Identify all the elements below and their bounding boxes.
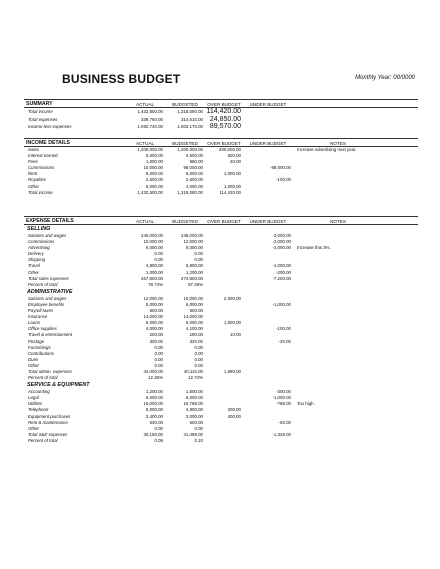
budgeted-value: 314,610.00 (181, 116, 203, 122)
summary-body (24, 108, 418, 131)
budgeted-value: 12,000.00 (183, 239, 203, 245)
summary-title: SUMMARY (26, 101, 53, 107)
actual-value: 78.74% (148, 281, 163, 287)
row-label: Rent (28, 171, 38, 177)
row-label: Payroll taxes (28, 308, 54, 314)
row-label: Advertising (28, 245, 50, 251)
col-under-budget: UNDER BUDGET (249, 102, 287, 107)
budgeted-value: 1,003,170.00 (177, 124, 203, 129)
notes-value (291, 375, 381, 381)
row-label: Total expenses (28, 116, 58, 122)
row-label: Sales (28, 147, 39, 152)
budgeted-value: 1,318,080.00 (177, 109, 203, 114)
actual-value: 0.00 (154, 350, 163, 356)
col-over-budget: OVER BUDGET (207, 219, 241, 224)
actual-value: 42,000.00 (143, 368, 163, 374)
actual-value: 10,000.00 (143, 165, 163, 171)
budgeted-value: 8,000.00 (185, 245, 203, 251)
actual-value: 5,000.00 (145, 183, 163, 189)
under-budget-value (241, 116, 291, 124)
budgeted-value: 5,800.00 (185, 263, 203, 269)
under-budget-value: -2,000.00 (272, 245, 291, 251)
row-label: Loans (28, 320, 40, 326)
actual-value: 2,500.00 (145, 177, 163, 183)
actual-value: 246,000.00 (141, 233, 163, 238)
over-budget-value: 500.00 (227, 153, 241, 159)
row-label: Insurance (28, 314, 48, 320)
table-row (24, 123, 418, 131)
row-label: Fees (28, 159, 38, 165)
expense-group-title: SERVICE & EQUIPMENT (27, 382, 90, 389)
budgeted-value: 8,000.00 (185, 171, 203, 177)
budgeted-value: 98,000.00 (183, 165, 203, 171)
budgeted-value: 40,110.00 (183, 368, 203, 374)
budgeted-value: 248,000.00 (181, 233, 203, 238)
over-budget-value: 24,850.00 (209, 115, 241, 123)
over-budget-value: 200,000.00 (219, 147, 241, 152)
budgeted-value: 15,788.00 (183, 401, 203, 407)
budgeted-value: 0.10 (194, 437, 203, 443)
budgeted-value: 0.00 (194, 362, 203, 368)
row-label: Royalties (28, 177, 47, 183)
budgeted-value: 4,000.00 (185, 183, 203, 189)
row-label: Interest earned (28, 153, 58, 159)
over-budget-value: 89,570.00 (209, 123, 241, 130)
under-budget-value: -20.00 (278, 338, 291, 344)
row-label: Total S&E expenses (28, 431, 68, 437)
actual-value: 0.00 (154, 344, 163, 350)
over-budget-value: 1,000.00 (223, 320, 241, 326)
over-budget-value (203, 282, 241, 288)
under-budget-value: -1,000.00 (272, 395, 291, 401)
expense-title: EXPENSE DETAILS (26, 218, 74, 224)
col-budgeted: BUDGETED (172, 102, 198, 107)
budgeted-value: 0.00 (194, 425, 203, 431)
budgeted-value: 14,000.00 (183, 314, 203, 320)
actual-value: 12,000.00 (143, 295, 163, 301)
over-budget-value: 114,420.00 (206, 108, 241, 115)
col-budgeted: BUDGETED (172, 219, 198, 224)
row-label: Total income (28, 189, 53, 195)
income-section (24, 138, 418, 196)
actual-value: 0.00 (154, 356, 163, 362)
budgeted-value: 0.00 (194, 257, 203, 263)
actual-value: 540.00 (149, 419, 163, 425)
budgeted-value: 6,000.00 (185, 395, 203, 401)
actual-value: 10,000.00 (143, 239, 163, 245)
row-label: Telephone (28, 407, 49, 413)
budgeted-value: 980.00 (189, 159, 203, 165)
under-budget-value: -300.00 (276, 389, 291, 395)
over-budget-value (203, 438, 241, 444)
notes-value (291, 282, 381, 288)
under-budget-value: -788.00 (276, 401, 291, 407)
under-budget-value: -200.00 (276, 269, 291, 275)
budgeted-value: 4,500.00 (185, 153, 203, 159)
row-label: Other (28, 183, 39, 189)
actual-value: 1,432,500.00 (137, 109, 163, 114)
budgeted-value: 0.00 (194, 251, 203, 257)
under-budget-value: -2,000.00 (272, 233, 291, 238)
over-budget-value: 200.00 (227, 407, 241, 413)
income-body (24, 147, 418, 196)
notes-value (291, 438, 381, 444)
budgeted-value: 1,318,080.00 (177, 189, 203, 195)
actual-value: 0.09 (154, 437, 163, 443)
actual-value: 30,160.00 (143, 431, 163, 437)
row-label: Rent & maintenance (28, 419, 68, 425)
under-budget-value (241, 123, 291, 131)
budgeted-value: 6,000.00 (185, 301, 203, 307)
row-label: Percent of total (28, 375, 58, 381)
table-row (24, 190, 418, 196)
actual-value: 5,000.00 (145, 395, 163, 401)
row-label: Travel & entertainment (28, 332, 73, 338)
under-budget-value (241, 108, 291, 116)
col-over-budget: OVER BUDGET (207, 141, 241, 146)
row-label: Contributions (28, 350, 54, 356)
budgeted-value: 0.00 (194, 350, 203, 356)
row-label: Percent of total (28, 437, 58, 443)
budgeted-value: 5,000.00 (185, 320, 203, 326)
budgeted-value: 1,200.00 (185, 269, 203, 275)
summary-section (24, 99, 418, 131)
row-label: Other (28, 362, 39, 368)
row-label: Income less expenses (28, 124, 72, 129)
over-budget-value: 1,000.00 (223, 183, 241, 189)
actual-value: 6,000.00 (145, 320, 163, 326)
under-budget-value: -7,200.00 (272, 275, 291, 281)
row-label: Office supplies (28, 326, 57, 332)
budgeted-value: 31,488.00 (183, 431, 203, 437)
actual-value: 1,000.00 (145, 159, 163, 165)
row-label: Salaries and wages (28, 233, 67, 238)
actual-value: 1,092,740.00 (137, 124, 163, 129)
under-budget-value: -88,000.00 (270, 165, 291, 171)
row-label: Total admin. expenses (28, 368, 72, 374)
row-label: Shipping (28, 257, 46, 263)
row-label: Commissions (28, 165, 55, 171)
col-budgeted: BUDGETED (172, 141, 198, 146)
under-budget-value (241, 190, 291, 196)
col-actual: ACTUAL (135, 219, 155, 224)
page-title: BUSINESS BUDGET (62, 72, 181, 86)
table-row (24, 108, 418, 116)
summary-header (24, 99, 418, 108)
col-notes: NOTES (330, 141, 346, 146)
notes-value (291, 190, 381, 196)
under-budget-value (241, 438, 291, 444)
actual-value: 500.00 (149, 308, 163, 314)
budgeted-value: 10,000.00 (183, 295, 203, 301)
col-under-budget: UNDER BUDGET (249, 141, 287, 146)
under-budget-value: -1,328.00 (272, 431, 291, 437)
actual-value: 1,400,000.00 (137, 147, 163, 152)
row-label: Dues (28, 356, 39, 362)
row-label: Percent of total (28, 281, 58, 287)
actual-value: 5,000.00 (145, 153, 163, 159)
row-label: Other (28, 269, 39, 275)
row-label: Employee benefits (28, 301, 65, 307)
table-row (24, 116, 418, 124)
actual-value: 4,800.00 (145, 263, 163, 269)
row-label: Legal (28, 395, 39, 401)
under-budget-value (241, 282, 291, 288)
col-over-budget: OVER BUDGET (207, 102, 241, 107)
col-notes: NOTES (330, 219, 346, 224)
row-label: Accounting (28, 389, 50, 395)
actual-value: 6,000.00 (145, 245, 163, 251)
under-budget-value: -60.00 (278, 419, 291, 425)
budgeted-value: 4,800.00 (185, 407, 203, 413)
row-label: Utilities (28, 401, 43, 407)
col-actual: ACTUAL (135, 102, 155, 107)
budgeted-value: 12.74% (188, 375, 203, 381)
table-row (24, 282, 418, 288)
over-budget-value: 2,000.00 (223, 295, 241, 301)
row-label: Total sales expenses (28, 275, 69, 281)
expense-body (24, 225, 418, 444)
budgeted-value: 600.00 (189, 419, 203, 425)
actual-value: 0.00 (154, 362, 163, 368)
actual-value: 5,000.00 (145, 301, 163, 307)
col-under-budget: UNDER BUDGET (249, 219, 287, 224)
under-budget-value: -2,000.00 (272, 239, 291, 245)
income-header (24, 138, 418, 147)
expense-group-title: ADMINISTRATIVE (27, 288, 73, 295)
over-budget-value: 20.00 (230, 159, 241, 165)
budgeted-value: 0.00 (194, 356, 203, 362)
row-label: Salaries and wages (28, 295, 67, 301)
over-budget-value: 10.00 (230, 332, 241, 338)
actual-value: 339,760.00 (141, 116, 163, 122)
under-budget-value: -1,000.00 (272, 301, 291, 307)
over-budget-value: 400.00 (227, 413, 241, 419)
income-title: INCOME DETAILS (26, 140, 70, 146)
expense-group-title: SELLING (27, 226, 51, 232)
row-label: Other (28, 425, 39, 431)
budgeted-value: 4,100.00 (185, 326, 203, 332)
expense-section (24, 216, 418, 444)
actual-value: 14,000.00 (143, 314, 163, 320)
table-row (24, 438, 418, 444)
actual-value: 15,000.00 (143, 401, 163, 407)
actual-value: 0.00 (154, 425, 163, 431)
actual-value: 1,000.00 (145, 269, 163, 275)
over-budget-value: 1,890.00 (223, 368, 241, 374)
budgeted-value: 274,800.00 (181, 275, 203, 281)
budgeted-value: 1,200,000.00 (177, 147, 203, 152)
row-label: Total income (28, 109, 53, 114)
actual-value: 1,200.00 (145, 389, 163, 395)
row-label: Travel (28, 263, 40, 269)
under-budget-value: -1,000.00 (272, 263, 291, 269)
notes-value: Too high. (297, 401, 315, 407)
actual-value: 200.00 (149, 332, 163, 338)
over-budget-value: 1,000.00 (223, 171, 241, 177)
actual-value: 0.00 (154, 257, 163, 263)
row-label: Delivery (28, 251, 44, 257)
actual-value: 3,400.00 (145, 413, 163, 419)
budgeted-value: 320.00 (189, 338, 203, 344)
budgeted-value: 87.28% (188, 281, 203, 287)
actual-value: 5,000.00 (145, 407, 163, 413)
budgeted-value: 3,000.00 (185, 413, 203, 419)
budgeted-value: 500.00 (189, 308, 203, 314)
under-budget-value (241, 375, 291, 381)
actual-value: 4,000.00 (145, 326, 163, 332)
actual-value: 267,800.00 (141, 275, 163, 281)
row-label: Postage (28, 338, 45, 344)
budgeted-value: 0.00 (194, 344, 203, 350)
budgeted-value: 2,600.00 (185, 177, 203, 183)
row-label: Equipment purchases (28, 413, 71, 419)
month-year-label: Monthly Year: 00/0000 (355, 75, 415, 81)
under-budget-value: -100.00 (276, 326, 291, 332)
budgeted-value: 1,500.00 (185, 389, 203, 395)
notes-value: Increase advertising next year. (297, 147, 357, 152)
row-label: Commissions (28, 239, 55, 245)
expense-header (24, 216, 418, 225)
actual-value: 300.00 (149, 338, 163, 344)
notes-value: Increase this 3%. (297, 245, 331, 251)
actual-value: 0.00 (154, 251, 163, 257)
actual-value: 9,000.00 (145, 171, 163, 177)
under-budget-value: -100.00 (276, 177, 291, 183)
col-actual: ACTUAL (135, 141, 155, 146)
budgeted-value: 190.00 (189, 332, 203, 338)
actual-value: 12.36% (148, 375, 163, 381)
actual-value: 1,432,500.00 (137, 189, 163, 195)
over-budget-value: 114,420.00 (219, 189, 241, 195)
row-label: Furnishings (28, 344, 51, 350)
over-budget-value (203, 375, 241, 381)
